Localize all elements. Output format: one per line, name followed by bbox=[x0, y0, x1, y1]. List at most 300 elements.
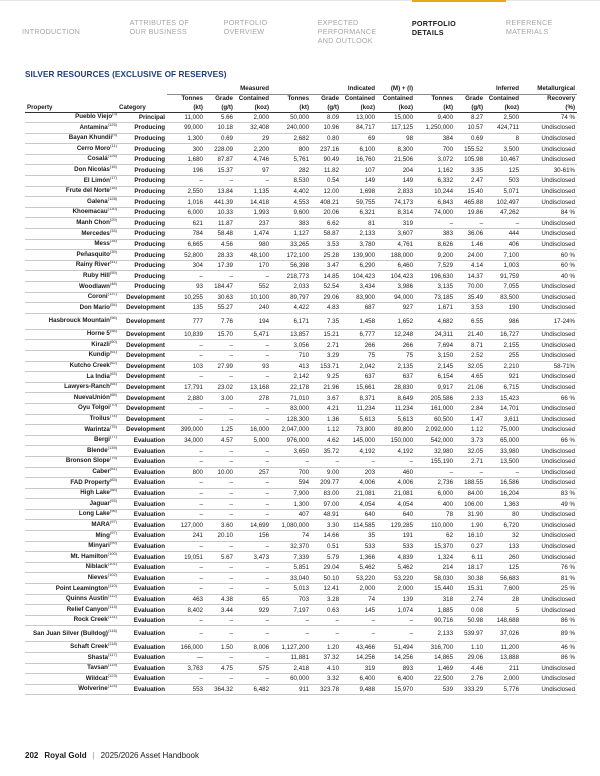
category-cell: Producing bbox=[117, 176, 167, 187]
table-row bbox=[25, 207, 577, 218]
value-cell: 32,370 bbox=[271, 541, 311, 552]
value-cell: – bbox=[167, 271, 205, 282]
table-row bbox=[25, 509, 577, 520]
value-cell: 12.00 bbox=[311, 186, 341, 197]
value-cell: 60,500 bbox=[415, 414, 455, 425]
footnote-ref: (74) bbox=[109, 414, 117, 419]
property-name bbox=[27, 209, 117, 216]
value-cell: 145,000 bbox=[341, 435, 377, 446]
table-row bbox=[25, 488, 577, 499]
table-row bbox=[25, 435, 577, 446]
value-cell: – bbox=[167, 176, 205, 187]
value-cell: 184.47 bbox=[205, 282, 235, 293]
value-cell: 1,324 bbox=[415, 552, 455, 563]
value-cell: 1,074 bbox=[377, 605, 415, 616]
nav-tab-portfolio-details[interactable] bbox=[412, 0, 506, 44]
value-cell: 1,300 bbox=[271, 499, 311, 510]
value-cell: 17,791 bbox=[167, 382, 205, 393]
value-cell: 637 bbox=[341, 372, 377, 383]
value-cell: 241 bbox=[167, 531, 205, 542]
value-cell: 8,371 bbox=[341, 393, 377, 404]
table-row bbox=[25, 361, 577, 372]
property-label: Warintza bbox=[84, 425, 110, 433]
value-cell: 24,311 bbox=[415, 329, 455, 340]
value-cell: – bbox=[235, 403, 271, 414]
value-cell: 12.41 bbox=[311, 584, 341, 595]
property-cell bbox=[25, 186, 117, 197]
footnote-ref: (97) bbox=[109, 530, 117, 535]
value-cell: 2.52 bbox=[455, 350, 485, 361]
value-cell: 2.47 bbox=[455, 176, 485, 187]
column-header: Recovery bbox=[547, 95, 576, 103]
value-cell: 463 bbox=[167, 594, 205, 605]
property-name bbox=[27, 135, 117, 142]
column-header: (%) bbox=[521, 103, 577, 112]
value-cell: 87.87 bbox=[205, 154, 235, 165]
value-cell: 22,178 bbox=[271, 382, 311, 393]
value-cell: Undisclosed bbox=[521, 133, 577, 144]
value-cell: 9,488 bbox=[341, 684, 377, 695]
value-cell: 3.53 bbox=[311, 239, 341, 250]
property-cell bbox=[25, 313, 117, 329]
value-cell: 929 bbox=[235, 605, 271, 616]
nav-tab-attributes-of-our-business[interactable] bbox=[130, 0, 224, 44]
value-cell: 62 bbox=[415, 531, 455, 542]
value-cell: 83,900 bbox=[341, 292, 377, 303]
value-cell: 58.87 bbox=[311, 229, 341, 240]
column-header: (kt) bbox=[167, 103, 205, 112]
nav-tab-reference-materials[interactable] bbox=[506, 0, 600, 44]
value-cell: – bbox=[205, 488, 235, 499]
value-cell: 188.55 bbox=[455, 478, 485, 489]
value-cell: 32,408 bbox=[235, 123, 271, 134]
category-cell: Evaluation bbox=[117, 562, 167, 573]
value-cell: 800 bbox=[271, 144, 311, 155]
nav-tab-introduction[interactable] bbox=[0, 0, 130, 44]
value-cell: 3.32 bbox=[311, 674, 341, 685]
property-name bbox=[27, 604, 117, 614]
column-header: Contained bbox=[488, 95, 520, 103]
category-cell: Evaluation bbox=[117, 605, 167, 616]
value-cell: 89 % bbox=[521, 626, 577, 642]
value-cell: 237 bbox=[235, 218, 271, 229]
property-label: Jaguar bbox=[89, 499, 110, 507]
value-cell: – bbox=[235, 478, 271, 489]
value-cell: 3,434 bbox=[341, 282, 377, 293]
value-cell: 76 % bbox=[521, 562, 577, 573]
value-cell: 10,244 bbox=[415, 186, 455, 197]
value-cell: Undisclosed bbox=[521, 531, 577, 542]
value-cell: 135 bbox=[167, 303, 205, 314]
value-cell: 2,000 bbox=[485, 674, 521, 685]
property-cell bbox=[25, 425, 117, 436]
value-cell: 0.51 bbox=[311, 541, 341, 552]
table-row bbox=[25, 653, 577, 664]
footnote-ref: (99) bbox=[109, 541, 117, 546]
column-header: (kt) bbox=[415, 103, 455, 112]
value-cell: 155,190 bbox=[415, 456, 455, 467]
table-row bbox=[25, 271, 577, 282]
value-cell: 65 bbox=[235, 594, 271, 605]
value-cell: 50.98 bbox=[455, 615, 485, 626]
table-row bbox=[25, 372, 577, 383]
value-cell: 74 bbox=[271, 531, 311, 542]
value-cell: 21.40 bbox=[455, 329, 485, 340]
value-cell: 43,466 bbox=[341, 642, 377, 653]
property-label: Frute del Norte bbox=[65, 187, 110, 195]
footnote-ref: (93) bbox=[109, 498, 117, 503]
value-cell: Undisclosed bbox=[521, 403, 577, 414]
value-cell: 1,016 bbox=[167, 197, 205, 208]
value-cell: 11.82 bbox=[311, 165, 341, 176]
value-cell: 2.74 bbox=[455, 594, 485, 605]
value-cell: 503 bbox=[485, 176, 521, 187]
value-cell: 205,586 bbox=[415, 393, 455, 404]
value-cell: – bbox=[205, 615, 235, 626]
category-cell: Development bbox=[117, 303, 167, 314]
property-cell bbox=[25, 626, 117, 642]
footnote-ref: (88) bbox=[109, 488, 117, 493]
nav-tab-expected-performance-and-outlook[interactable] bbox=[318, 0, 412, 44]
table-row bbox=[25, 382, 577, 393]
property-cell bbox=[25, 282, 117, 293]
value-cell: 323.78 bbox=[311, 684, 341, 695]
value-cell: – bbox=[235, 350, 271, 361]
value-cell: 148,688 bbox=[485, 615, 521, 626]
value-cell: 36.06 bbox=[455, 229, 485, 240]
value-cell: 3.28 bbox=[311, 594, 341, 605]
value-cell: 145 bbox=[341, 605, 377, 616]
value-cell: 0.54 bbox=[311, 176, 341, 187]
property-cell bbox=[25, 615, 117, 626]
value-cell: – bbox=[235, 340, 271, 351]
property-cell bbox=[25, 552, 117, 563]
property-label: Manh Chon bbox=[76, 219, 110, 227]
value-cell: 58,030 bbox=[415, 573, 455, 584]
value-cell: 7,529 bbox=[415, 260, 455, 271]
property-cell bbox=[25, 531, 117, 542]
value-cell: 4.62 bbox=[311, 435, 341, 446]
value-cell: 98 bbox=[377, 133, 415, 144]
value-cell: 3.47 bbox=[311, 260, 341, 271]
value-cell: 125 bbox=[485, 562, 521, 573]
value-cell: 6,100 bbox=[341, 144, 377, 155]
property-cell bbox=[25, 541, 117, 552]
value-cell: 56,683 bbox=[485, 573, 521, 584]
property-label: Ming bbox=[95, 531, 110, 539]
value-cell: 1,162 bbox=[415, 165, 455, 176]
value-cell: – bbox=[205, 626, 235, 642]
value-cell: 128,300 bbox=[271, 414, 311, 425]
value-cell: 282 bbox=[271, 165, 311, 176]
table-row bbox=[25, 197, 577, 208]
value-cell: 240 bbox=[235, 303, 271, 314]
value-cell: – bbox=[205, 340, 235, 351]
property-label: Niblack bbox=[85, 563, 108, 571]
value-cell: 37.32 bbox=[311, 653, 341, 664]
value-cell: – bbox=[167, 403, 205, 414]
value-cell: 3.35 bbox=[455, 165, 485, 176]
property-name bbox=[27, 241, 117, 248]
value-cell: Undisclosed bbox=[521, 674, 577, 685]
value-cell: Undisclosed bbox=[521, 176, 577, 187]
value-cell: 8,649 bbox=[377, 393, 415, 404]
value-cell: 10.18 bbox=[205, 123, 235, 134]
value-cell: 1,993 bbox=[235, 207, 271, 218]
value-cell: 400 bbox=[415, 499, 455, 510]
value-cell: 46 % bbox=[521, 642, 577, 653]
category-cell: Producing bbox=[117, 271, 167, 282]
property-name bbox=[27, 114, 117, 121]
value-cell: 3,763 bbox=[167, 663, 205, 674]
property-label: Pueblo Viejo bbox=[75, 113, 113, 121]
value-cell: 74,000 bbox=[415, 207, 455, 218]
value-cell: 6,154 bbox=[415, 372, 455, 383]
value-cell: 3,500 bbox=[485, 144, 521, 155]
value-cell: 1,080,000 bbox=[271, 520, 311, 531]
value-cell: 6,171 bbox=[271, 313, 311, 329]
value-cell: 53,220 bbox=[377, 573, 415, 584]
value-cell: 30.38 bbox=[455, 573, 485, 584]
value-cell: 6,720 bbox=[485, 520, 521, 531]
value-cell: 640 bbox=[377, 509, 415, 520]
value-cell: 84.00 bbox=[455, 488, 485, 499]
value-cell: 21.96 bbox=[311, 382, 341, 393]
property-label: Khoemacau bbox=[72, 208, 108, 216]
value-cell: 21,081 bbox=[377, 488, 415, 499]
property-label: Mt. Hamilton bbox=[70, 552, 108, 560]
value-cell: 2,500 bbox=[485, 112, 521, 123]
value-cell: 5,776 bbox=[485, 684, 521, 695]
table-row bbox=[25, 186, 577, 197]
property-name bbox=[27, 551, 117, 561]
value-cell: 104,423 bbox=[377, 271, 415, 282]
footnote-ref: (64) bbox=[109, 382, 117, 387]
value-cell: 10,467 bbox=[485, 154, 521, 165]
value-cell: Undisclosed bbox=[521, 456, 577, 467]
value-cell: Undisclosed bbox=[521, 684, 577, 695]
nav-tab-sublabel: OVERVIEW bbox=[223, 27, 265, 36]
value-cell: 13,888 bbox=[485, 653, 521, 664]
value-cell: 83,500 bbox=[485, 292, 521, 303]
category-cell: Producing bbox=[117, 123, 167, 134]
value-cell: 30.63 bbox=[205, 292, 235, 303]
property-label: Troilus bbox=[89, 415, 110, 423]
value-cell: 6,400 bbox=[377, 674, 415, 685]
value-cell: 86 % bbox=[521, 615, 577, 626]
value-cell: – bbox=[235, 456, 271, 467]
value-cell: 35.49 bbox=[455, 292, 485, 303]
nav-tab-label: EXPECTED PERFORMANCE bbox=[317, 18, 377, 36]
category-cell: Evaluation bbox=[117, 573, 167, 584]
value-cell: 29.04 bbox=[311, 562, 341, 573]
value-cell: 9.25 bbox=[311, 372, 341, 383]
column-header: Grade bbox=[215, 95, 233, 103]
value-cell: – bbox=[205, 372, 235, 383]
value-cell: 14,865 bbox=[415, 653, 455, 664]
property-cell bbox=[25, 435, 117, 446]
value-cell: 52.54 bbox=[311, 282, 341, 293]
footnote-ref: (116) bbox=[107, 627, 117, 633]
category-cell: Development bbox=[117, 403, 167, 414]
footnote-ref: (97) bbox=[109, 519, 117, 524]
table-row bbox=[25, 584, 577, 595]
value-cell: 4,402 bbox=[271, 186, 311, 197]
value-cell: – bbox=[205, 176, 235, 187]
value-cell: 15,440 bbox=[415, 584, 455, 595]
value-cell: 5.67 bbox=[205, 552, 235, 563]
column-header: Contained bbox=[344, 95, 376, 103]
property-label: Long Lake bbox=[78, 510, 110, 518]
value-cell: 2,000 bbox=[341, 584, 377, 595]
table-row bbox=[25, 133, 577, 144]
property-label: Rainy River bbox=[75, 261, 110, 269]
value-cell: – bbox=[167, 509, 205, 520]
group-header-row bbox=[25, 84, 577, 94]
column-header: Tonnes bbox=[287, 95, 310, 103]
footnote-ref: (68) bbox=[109, 392, 117, 397]
footnote-ref: (34) bbox=[109, 239, 117, 244]
property-cell bbox=[25, 207, 117, 218]
value-cell: 60 % bbox=[521, 250, 577, 261]
value-cell: 4.46 bbox=[455, 663, 485, 674]
value-cell: 444 bbox=[485, 229, 521, 240]
table-row bbox=[25, 123, 577, 134]
silver-resources-table bbox=[25, 84, 577, 695]
column-header: Tonnes bbox=[181, 95, 203, 103]
category-cell: Producing bbox=[117, 197, 167, 208]
value-cell: 14,256 bbox=[341, 653, 377, 664]
property-name bbox=[27, 469, 117, 476]
page-footer bbox=[25, 751, 199, 760]
value-cell: – bbox=[167, 615, 205, 626]
value-cell: Undisclosed bbox=[521, 594, 577, 605]
value-cell: 5,462 bbox=[341, 562, 377, 573]
footnote-ref: (41) bbox=[109, 260, 117, 265]
property-cell bbox=[25, 509, 117, 520]
value-cell: 24.00 bbox=[455, 250, 485, 261]
category-cell: Development bbox=[117, 292, 167, 303]
category-cell: Evaluation bbox=[117, 642, 167, 653]
value-cell: 89,800 bbox=[377, 425, 415, 436]
value-cell: 1,671 bbox=[415, 303, 455, 314]
footnote-ref: (75) bbox=[109, 424, 117, 429]
property-name bbox=[27, 164, 117, 174]
value-cell: 1,698 bbox=[341, 186, 377, 197]
property-name bbox=[27, 673, 117, 683]
value-cell: 2.76 bbox=[455, 674, 485, 685]
nav-tab-label: REFERENCE bbox=[505, 18, 553, 27]
value-cell: 6,777 bbox=[341, 329, 377, 340]
value-cell: 10.57 bbox=[455, 123, 485, 134]
value-cell: 29.06 bbox=[455, 653, 485, 664]
value-cell: – bbox=[167, 350, 205, 361]
value-cell: 594 bbox=[271, 478, 311, 489]
value-cell: 97.00 bbox=[311, 499, 341, 510]
value-cell: 700 bbox=[271, 467, 311, 478]
table-row bbox=[25, 552, 577, 563]
value-cell: 0.80 bbox=[311, 133, 341, 144]
property-cell bbox=[25, 653, 117, 664]
property-cell bbox=[25, 467, 117, 478]
value-cell: 800 bbox=[167, 467, 205, 478]
value-cell: 4.57 bbox=[205, 435, 235, 446]
category-cell: Evaluation bbox=[117, 531, 167, 542]
value-cell: 13,500 bbox=[485, 456, 521, 467]
property-label: Don Nicolás bbox=[74, 166, 110, 174]
value-cell: 84 % bbox=[521, 207, 577, 218]
property-name bbox=[27, 249, 117, 259]
value-cell: 4.75 bbox=[205, 663, 235, 674]
value-cell: 3.67 bbox=[311, 393, 341, 404]
value-cell: 5,013 bbox=[271, 584, 311, 595]
column-header bbox=[117, 94, 167, 103]
value-cell: 2,133 bbox=[415, 626, 455, 642]
footer-separator: | bbox=[92, 751, 95, 760]
property-name bbox=[27, 371, 117, 381]
footnote-ref: (117) bbox=[107, 652, 117, 657]
value-cell: 1,127,200 bbox=[271, 642, 311, 653]
value-cell: 81 % bbox=[521, 573, 577, 584]
value-cell: 2.71 bbox=[455, 456, 485, 467]
value-cell: 4,422 bbox=[271, 303, 311, 314]
value-cell: 6,400 bbox=[341, 674, 377, 685]
category-cell: Evaluation bbox=[117, 456, 167, 467]
table-row bbox=[25, 674, 577, 685]
value-cell: Undisclosed bbox=[521, 350, 577, 361]
property-label: Kundip bbox=[88, 351, 110, 359]
category-cell: Evaluation bbox=[117, 488, 167, 499]
value-cell: 10,255 bbox=[167, 292, 205, 303]
value-cell: – bbox=[235, 584, 271, 595]
category-cell: Evaluation bbox=[117, 584, 167, 595]
category-cell: Evaluation bbox=[117, 653, 167, 664]
table-row bbox=[25, 414, 577, 425]
property-name bbox=[27, 156, 117, 163]
value-cell: – bbox=[167, 340, 205, 351]
value-cell: 5,761 bbox=[271, 154, 311, 165]
nav-tab-sublabel: OUR BUSINESS bbox=[129, 27, 187, 36]
value-cell: 21.06 bbox=[455, 382, 485, 393]
value-cell: 11,234 bbox=[377, 403, 415, 414]
value-cell: – bbox=[341, 626, 377, 642]
value-cell: 190 bbox=[485, 303, 521, 314]
property-label: Schaft Creek bbox=[70, 642, 108, 650]
footnote-ref: (60) bbox=[109, 339, 117, 344]
category-cell: Evaluation bbox=[117, 684, 167, 695]
nav-tab-portfolio-overview[interactable] bbox=[224, 0, 318, 44]
property-cell bbox=[25, 663, 117, 674]
value-cell: 3.44 bbox=[205, 605, 235, 616]
property-cell bbox=[25, 456, 117, 467]
value-cell: Undisclosed bbox=[521, 340, 577, 351]
value-cell: – bbox=[235, 176, 271, 187]
footnote-ref: (139) bbox=[107, 445, 117, 450]
value-cell: 19.86 bbox=[455, 207, 485, 218]
property-cell bbox=[25, 292, 117, 303]
table-row bbox=[25, 499, 577, 510]
value-cell: 278 bbox=[235, 393, 271, 404]
property-name bbox=[27, 270, 117, 280]
property-cell bbox=[25, 271, 117, 282]
value-cell: 9,400 bbox=[415, 112, 455, 123]
category-cell: Development bbox=[117, 382, 167, 393]
value-cell: 777 bbox=[167, 313, 205, 329]
value-cell: 172,100 bbox=[271, 250, 311, 261]
value-cell: 1.46 bbox=[455, 239, 485, 250]
value-cell: 333.29 bbox=[455, 684, 485, 695]
property-cell bbox=[25, 239, 117, 250]
